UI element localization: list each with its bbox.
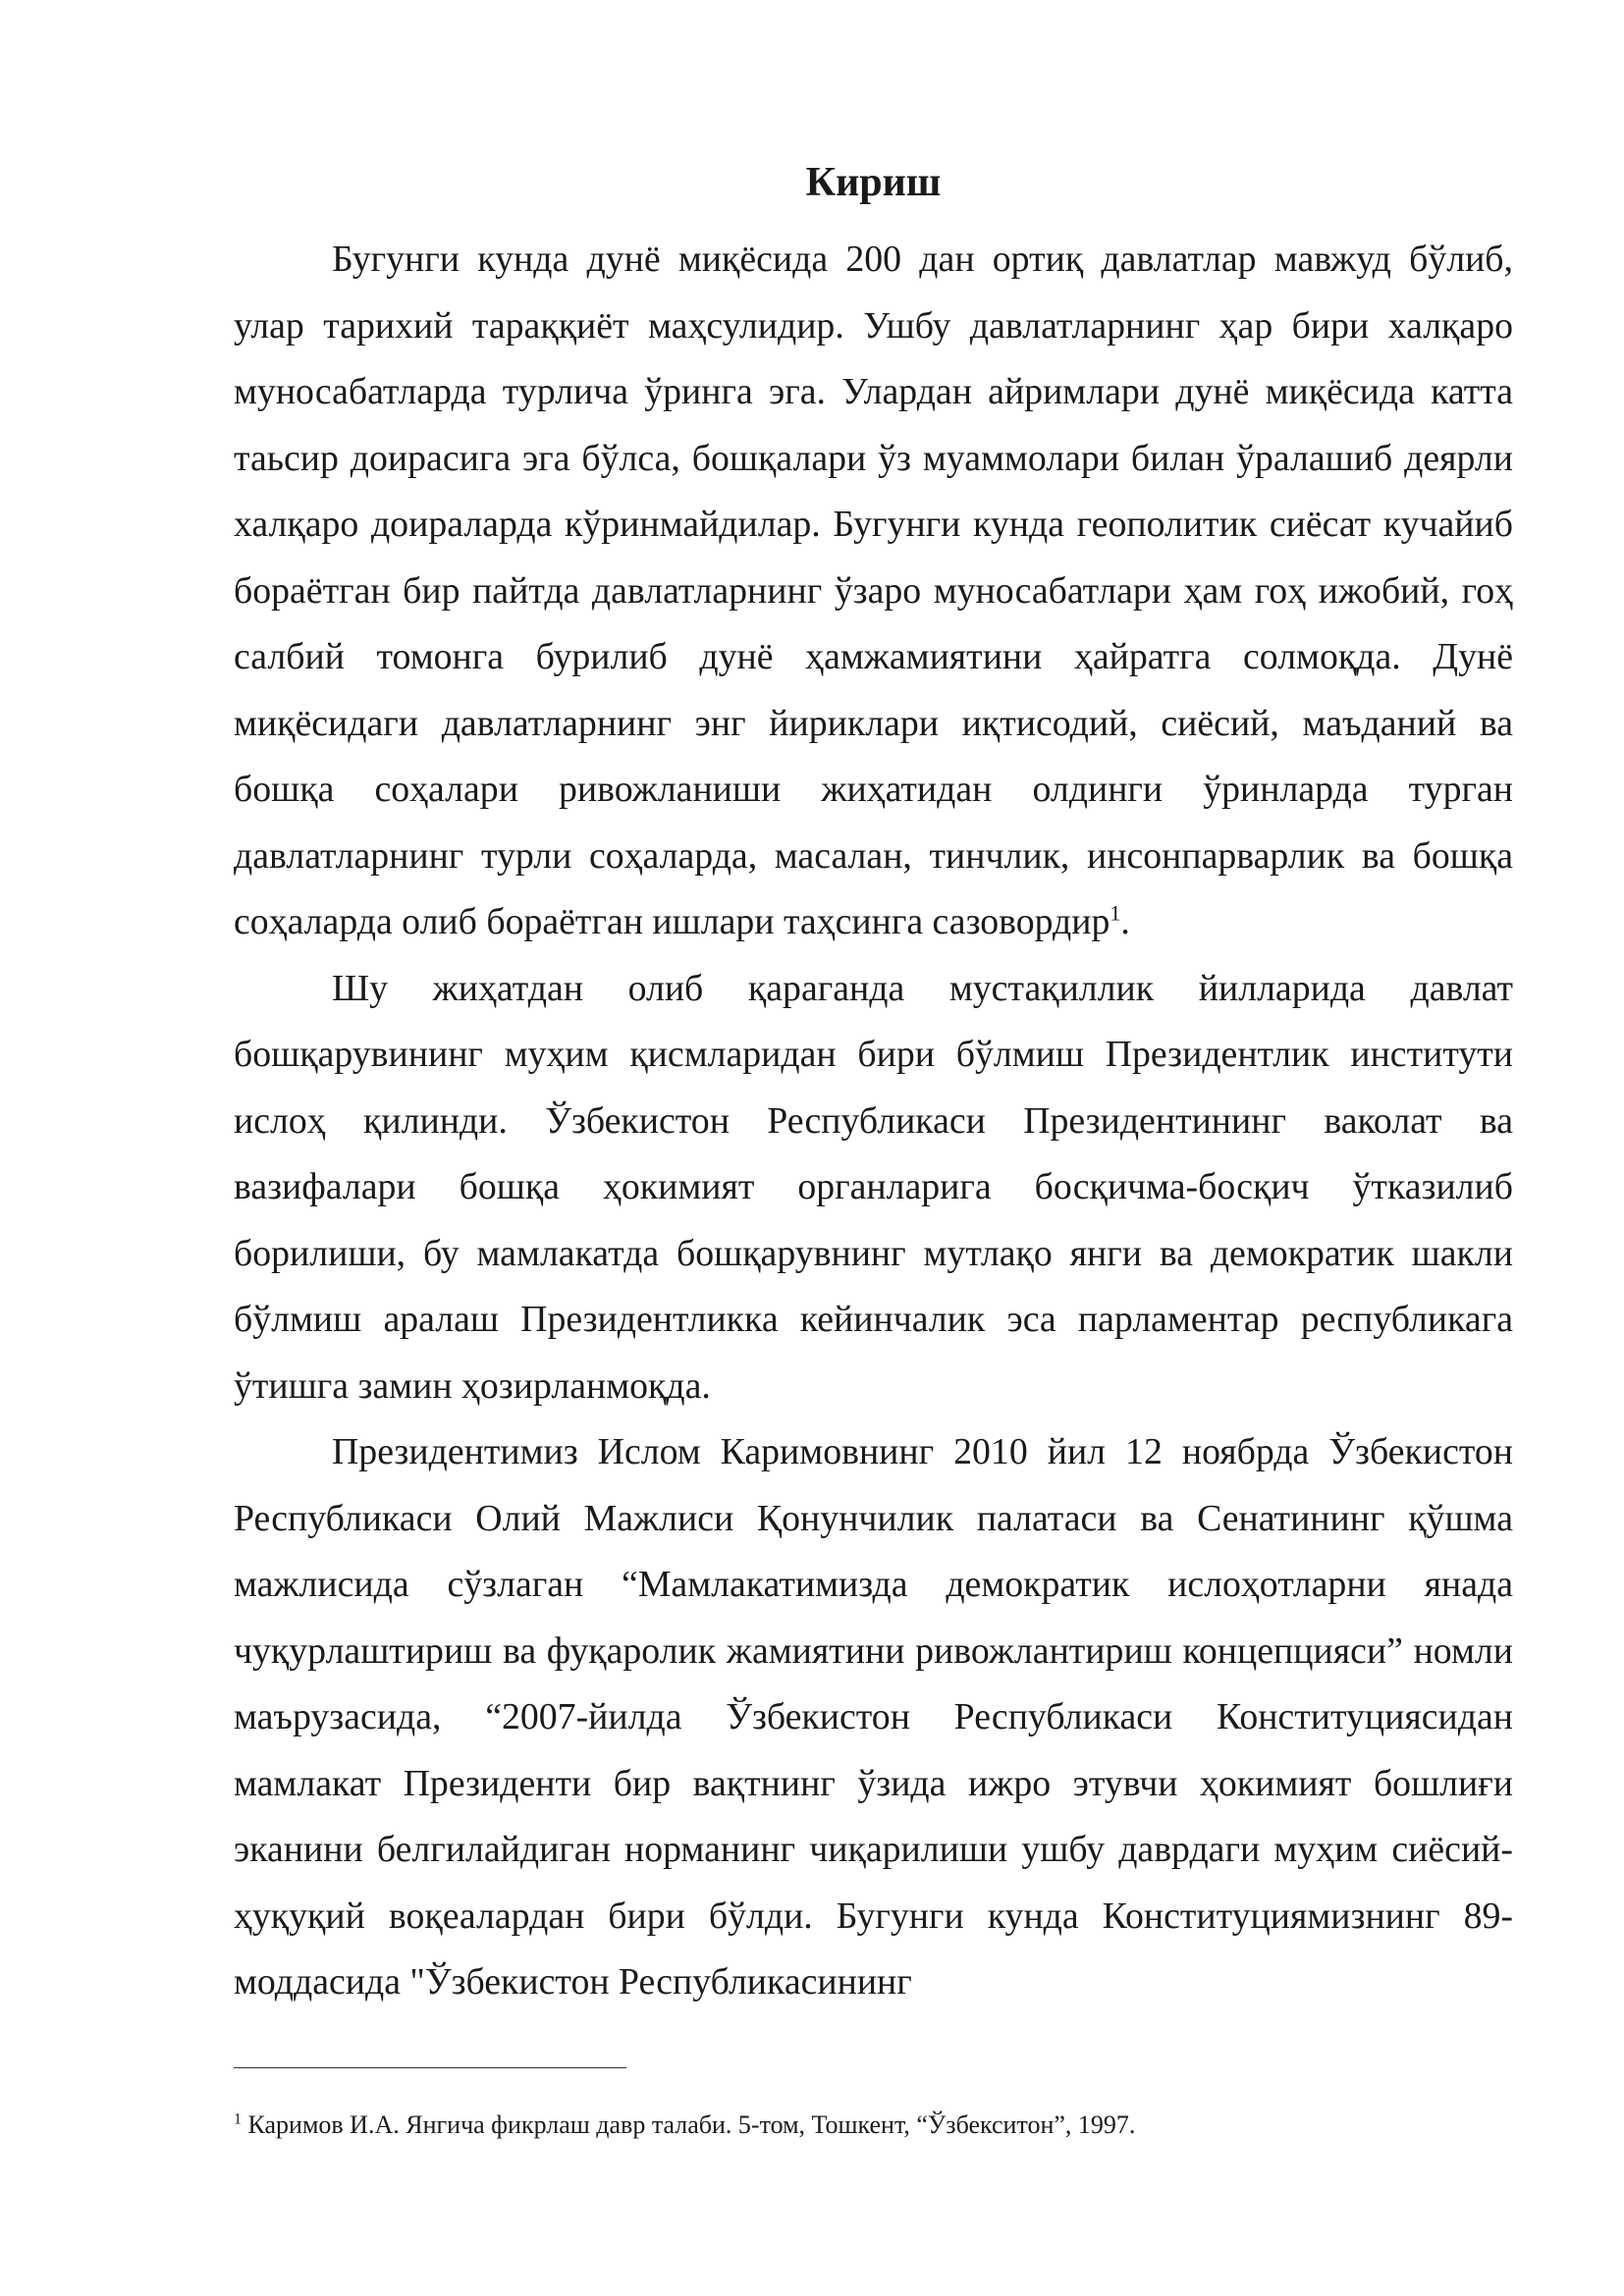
footnote-separator (234, 2067, 626, 2068)
paragraph-2-text: Шу жиҳатдан олиб қараганда мустақиллик йилларида давлат бошқарувининг муҳим қисмларидан бири бўлмиш Президентлик институти ислоҳ қилинди. Ўзбекистон Республикаси Президентининг ваколат ва вазифалари бошқа ҳокимият органларига босқичма-босқич ўтказилиб борилиши, бу мамлакатда бошқарувнинг мутлақо янги ва демократик шакли бўлмиш аралаш Президентликка кейинчалик эса парламентар республикага ўтишга замин ҳозирланмоқда. (234, 967, 1513, 1407)
paragraph-2 (234, 956, 1513, 1420)
footnote-number: 1 (234, 2110, 242, 2128)
paragraph-1-text: Бугунги кунда дунё миқёсида 200 дан ортиқ давлатлар мавжуд бўлиб, улар тарихий тараққиёт маҳсулидир. Ушбу давлатларнинг ҳар бири халқаро муносабатларда турлича ўринга эга. Улардан айримлари дунё миқёсида катта таьсир доирасига эга бўлса, бошқалари ўз муаммолари билан ўралашиб деярли халқаро доираларда кўринмайдилар. Бугунги кунда геополитик сиёсат кучайиб бораётган бир пайтда давлатларнинг ўзаро муносабатлари ҳам гоҳ ижобий, гоҳ салбий томонга бурилиб дунё ҳамжамиятини ҳайратга солмоқда. Дунё миқёсидаги давлатларнинг энг йириклари иқтисодий, сиёсий, маъданий ва бошқа соҳалари ривожланиши жиҳатидан олдинги ўринларда турган давлатларнинг турли соҳаларда, масалан, тинчлик, инсонпарварлик ва бошқа соҳаларда олиб бораётган ишлари таҳсинга сазовордир (234, 239, 1513, 942)
document-body (234, 227, 1513, 2016)
footnote-text: Каримов И.А. Янгича фикрлаш давр талаби. 5-том, Тошкент, “Ўзбекситон”, 1997. (247, 2110, 1136, 2139)
footnote-reference[interactable]: 1 (1110, 900, 1121, 926)
footnote (234, 2109, 1513, 2142)
paragraph-3-text: Президентимиз Ислом Каримовнинг 2010 йил 12 ноябрда Ўзбекистон Республикаси Олий Мажлиси Қонунчилик палатаси ва Сенатининг қўшма мажлисида сўзлаган “Мамлакатимизда демократик ислоҳотларни янада чуқурлаштириш ва фуқаролик жамиятини ривожлантириш концепцияси” номли маърузасида, “2007-йилда Ўзбекистон Республикаси Конституциясидан мамлакат Президенти бир вақтнинг ўзида ижро этувчи ҳокимият бошлиғи эканини белгилайдиган норманинг чиқарилиши ушбу даврдаги муҳим сиёсий-ҳуқуқий воқеалардан бири бўлди. Бугунги кунда Конституциямизнинг 89-моддасида "Ўзбекистон Республикасининг (234, 1431, 1513, 2002)
paragraph-1-end-punct: . (1120, 901, 1130, 942)
paragraph-3 (234, 1419, 1513, 2016)
page-title: Кириш (805, 160, 942, 205)
paragraph-1 (234, 227, 1513, 956)
